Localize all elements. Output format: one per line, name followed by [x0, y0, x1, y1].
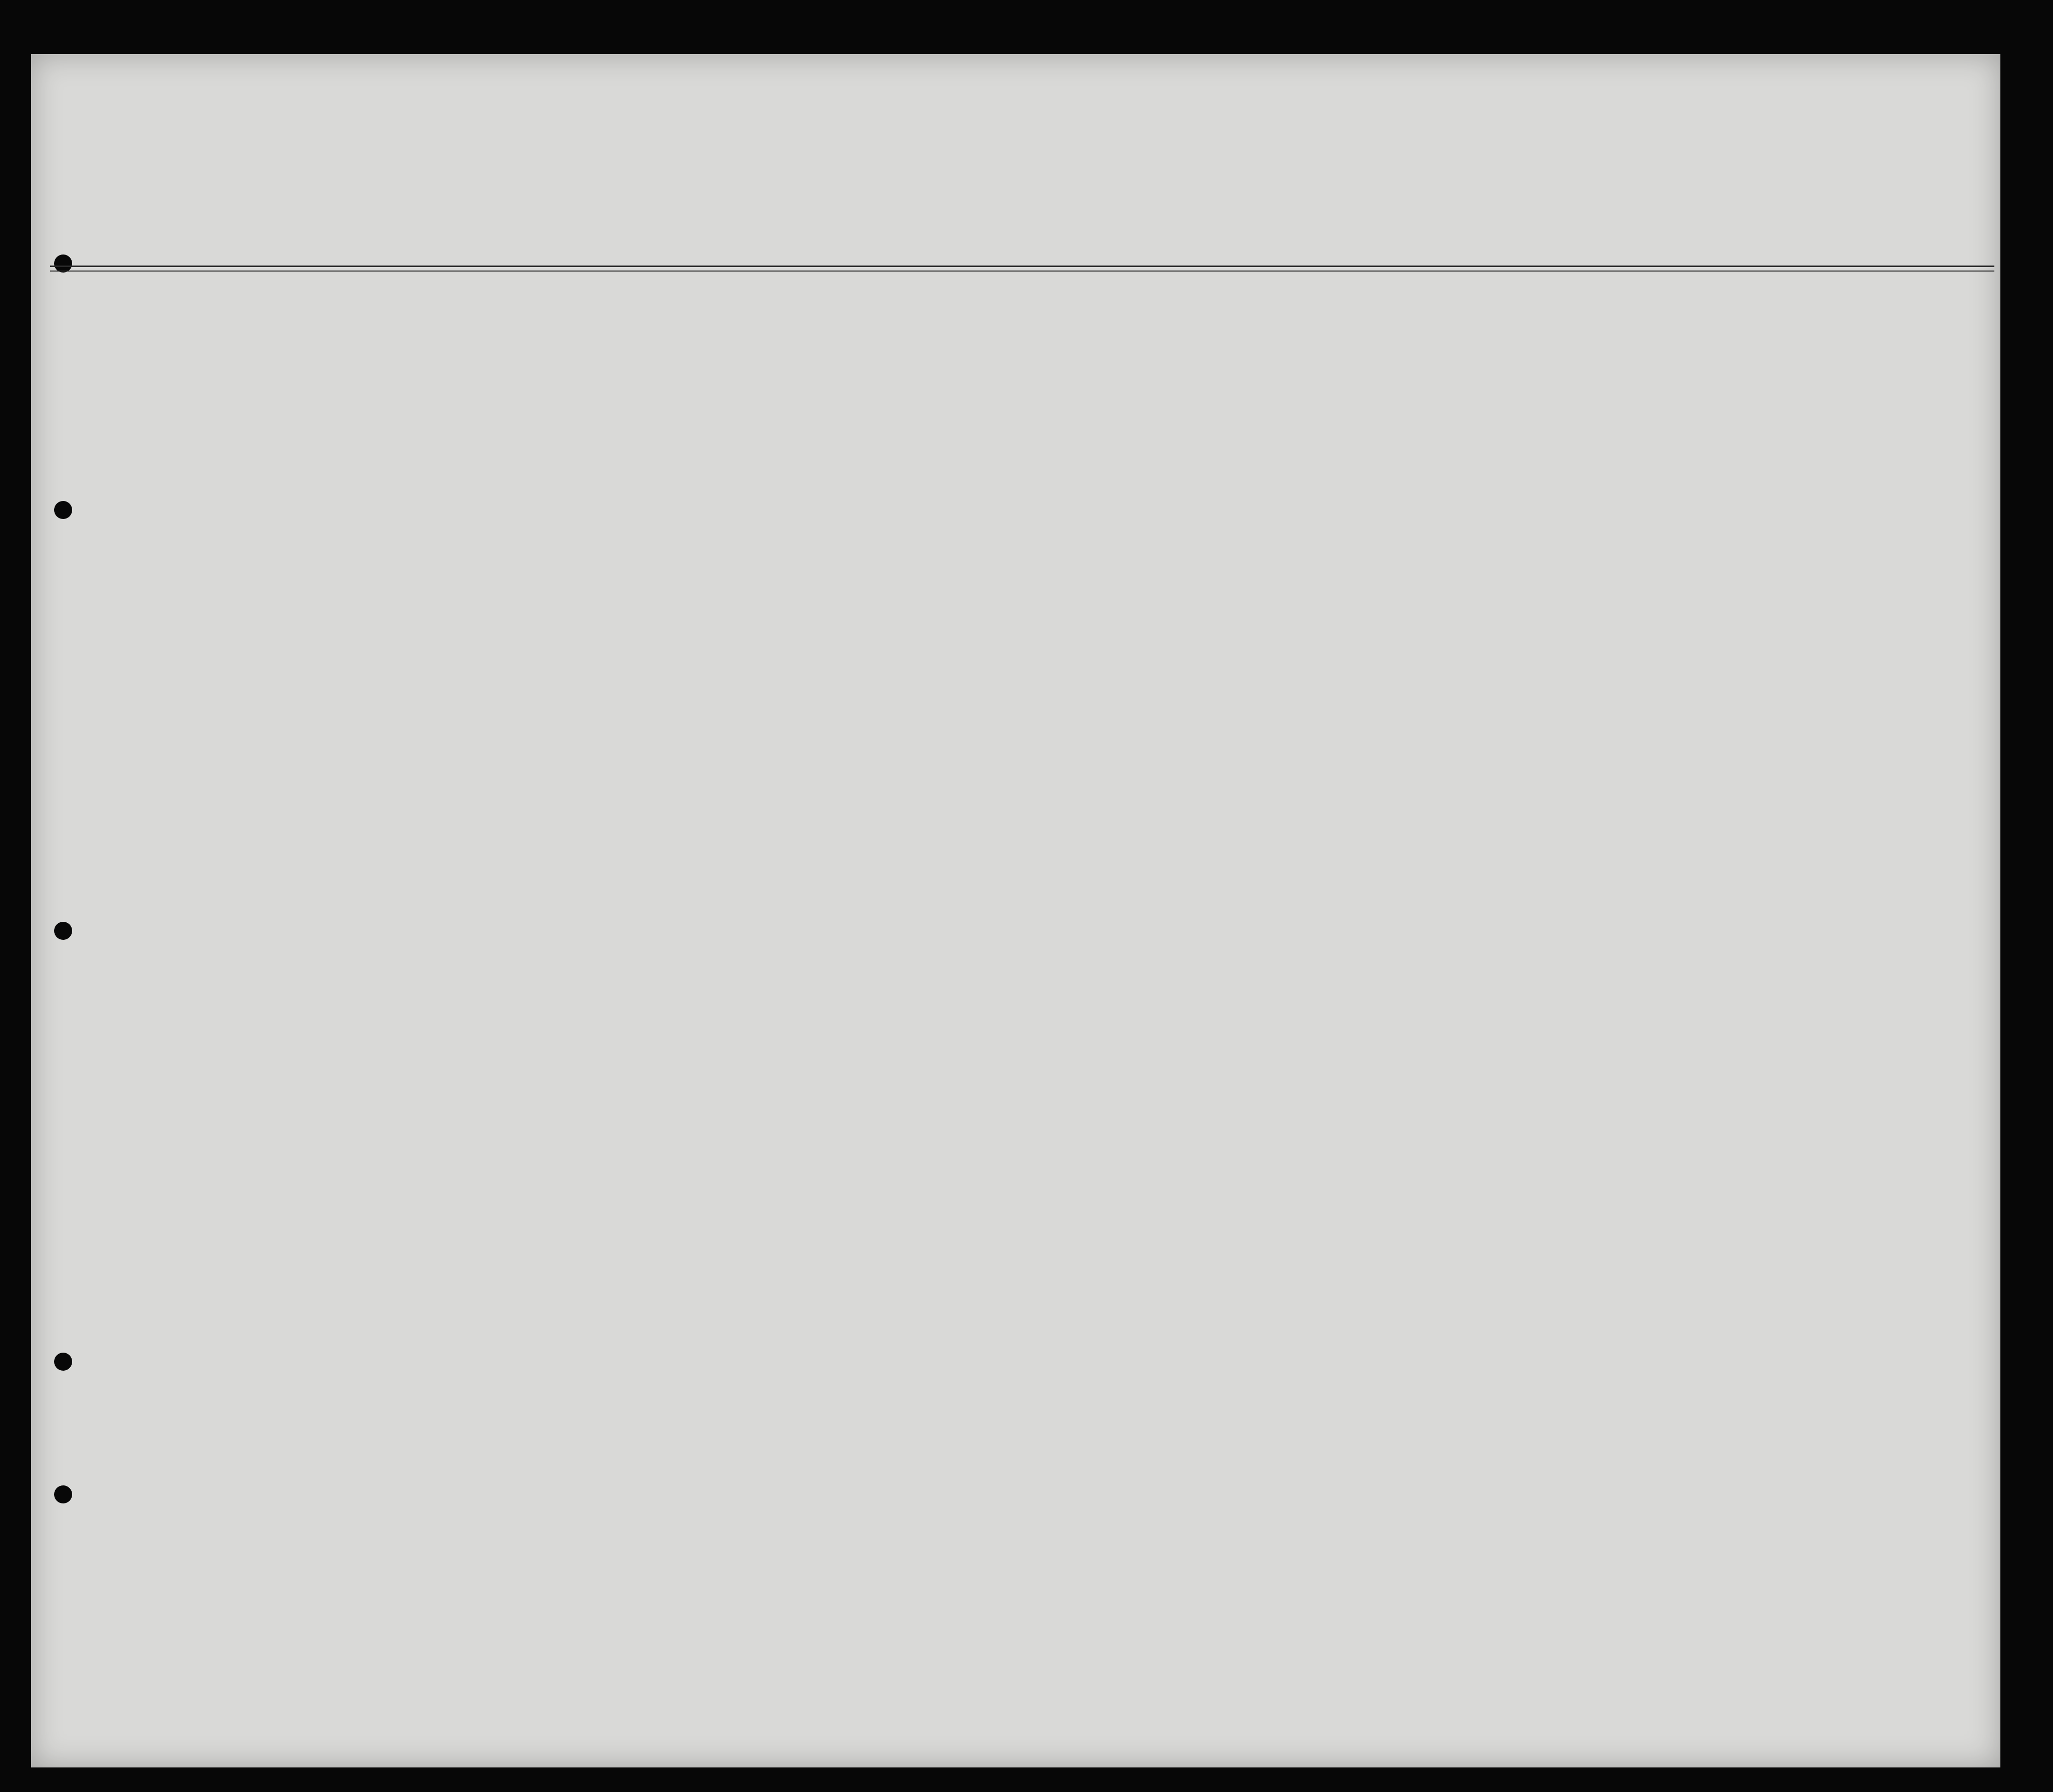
manifest-sheet [31, 54, 2000, 1767]
binder-hole [54, 922, 72, 940]
rule [50, 266, 1994, 267]
binder-hole [54, 1485, 72, 1503]
binder-hole [54, 501, 72, 519]
binder-hole [54, 1353, 72, 1371]
binder-hole [54, 254, 72, 273]
rule [50, 271, 1994, 272]
